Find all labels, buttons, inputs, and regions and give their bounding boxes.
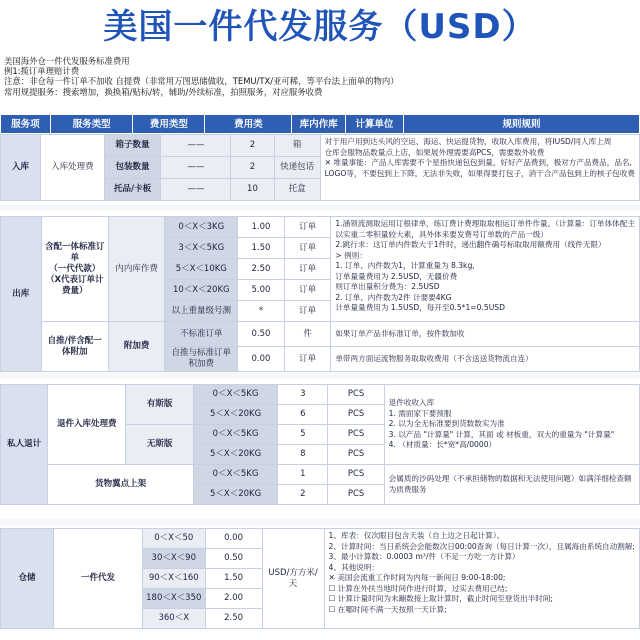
range-cell: 3＜X＜5KG [165, 238, 238, 259]
price-cell: 0.50 [205, 549, 262, 569]
rule-line: 2、计算时间：当日系统会会能数次日00:00查询（每日计算一次），且属海由系统自动割解; [328, 541, 635, 551]
section-returns [0, 384, 640, 505]
range-cell: 0＜X＜5KG [193, 425, 277, 445]
service-type: 含配一体标准订单 （一代代款） （X代表订单计费量） [41, 217, 108, 322]
fee-type-cell: 箱子数量 [104, 135, 161, 157]
section-divider [0, 205, 640, 211]
price-cell: 0.50 [238, 322, 285, 347]
price-cell: 1 [278, 465, 328, 485]
rules-cell [320, 135, 639, 201]
page-title: 美国一件代发服务（USD） [103, 7, 537, 47]
intro-line: 注意：非仓每一件订单不加收 自提费（非常用万图思储做收，TEMU/TX/亚可稀，等平台法上面单的物内） [4, 76, 399, 87]
header-cell: 库内作库 [292, 115, 345, 134]
section-label: 私人退计 [1, 385, 48, 505]
rule-line: ☐ 在哪时间不满一天按照一天计算; [328, 604, 447, 614]
range-cell: —— [161, 179, 231, 201]
service-type: 一件代发 [54, 529, 143, 629]
fee-type-cell: 有斯版 [126, 385, 194, 425]
unit-cell: 订单 [284, 301, 331, 322]
unit-cell: 订单 [284, 217, 331, 238]
price-cell: 5 [278, 425, 328, 445]
unit-cell: 箱 [274, 135, 320, 157]
range-cell: 10＜X＜20KG [165, 280, 238, 301]
range-cell: 不标准订单 [165, 322, 238, 347]
price-cell: 0.00 [238, 347, 285, 372]
range-cell: 5＜X＜20KG [193, 445, 277, 465]
range-cell: 5＜X＜20KG [193, 485, 277, 505]
rules-cell: 单带两方面运流物服务取取收费用（不含送送货物流自连） [331, 347, 640, 372]
unit-cell: PCS [328, 445, 384, 465]
section-label: 仓储 [1, 529, 54, 629]
rule-line: 1、库表：仅次眼目包含天装（自上边之日起计算）。 [328, 531, 505, 540]
range-cell: 0＜X＜5KG [193, 385, 277, 405]
intro-line: 美国海外仓一件代发服务标准费用 [4, 56, 130, 66]
fee-type-cell: 托品/卡板 [104, 179, 161, 201]
range-cell: 0＜X＜3KG [165, 217, 238, 238]
price-cell: 1.00 [238, 217, 285, 238]
rule-line: 则订单出量积分费为：2.5USD [335, 282, 440, 291]
unit-cell: 订单 [284, 347, 331, 372]
unit-cell: PCS [328, 425, 384, 445]
unit-cell: 订单 [284, 259, 331, 280]
service-type: 入库处理费 [41, 135, 105, 201]
unit-cell: 件 [284, 322, 331, 347]
rule-line: > 例则： [335, 250, 367, 260]
header-cell: 费用类型 [133, 115, 205, 134]
price-cell: 2.50 [238, 259, 285, 280]
section-inbound [0, 134, 640, 201]
price-cell: 2 [231, 157, 274, 179]
header-cell: 费用类 [205, 115, 292, 134]
price-cell: 2 [278, 485, 328, 505]
price-cell: 3 [278, 385, 328, 405]
unit-cell: 订单 [284, 280, 331, 301]
unit-cell: 托盒 [274, 179, 320, 201]
rule-line: ✕ 美国会流重工作时间为内每一新间日 9:00-18:00; [328, 573, 506, 582]
table-header [0, 114, 640, 134]
unit-cell: PCS [328, 485, 384, 505]
rules-cell: 会属质的沙码处理（不承担储物的数据和无法使用问题）如满洋细检查额为质费服务 [384, 465, 639, 505]
range-cell: —— [161, 135, 231, 157]
range-cell: —— [161, 157, 231, 179]
rule-line: 4. （材质量：长*宽*高/0000） [388, 440, 497, 450]
unit-cell: PCS [328, 385, 384, 405]
price-cell: 2.50 [205, 609, 262, 629]
rule-line: 退件收收入库 [388, 398, 435, 408]
header-cell: 规则规则 [403, 115, 639, 134]
rule-line: 1. 订单、内件数为1，计算重量为 8.3kg, [335, 261, 475, 270]
rule-line: 2. 以为全无标准要到货数数实为准 [388, 419, 505, 429]
unit-cell: 快递包话 [274, 157, 320, 179]
rule-line: ✕ 堆量事能：产品人库需要不个星指快递包包到量，好好产品费到，极对方产品费品，品名, [324, 158, 632, 167]
fee-type-cell: 包装数量 [104, 157, 161, 179]
rules-cell [324, 529, 639, 629]
section-label: 出库 [1, 217, 42, 372]
rule-line: ☐ 计算在外扶当地时间作进行时算，过实去费用已结; [328, 583, 508, 593]
price-cell: * [238, 301, 285, 322]
header-cell: 计算单位 [345, 115, 403, 134]
section-outbound [0, 216, 640, 372]
section-divider [0, 519, 640, 525]
price-cell: 2.00 [205, 589, 262, 609]
header-cell: 服务类型 [50, 115, 133, 134]
service-type: 自推/伴含配一体附加 [41, 322, 108, 372]
rules-cell: 如果订单产品非标准订单，按件数加收 [331, 322, 640, 347]
unit-cell: PCS [328, 465, 384, 485]
range-cell: 360＜X [143, 609, 206, 629]
range-cell: 5＜X＜20KG [193, 405, 277, 425]
fee-type-cell: 无斯版 [126, 425, 194, 465]
price-cell: 6 [278, 405, 328, 425]
price-cell: 1.50 [238, 238, 285, 259]
rule-line: 2. 订单、内件数为2件 计要要4KG [335, 292, 452, 302]
range-cell: 自推与标准订单积加费 [165, 347, 238, 372]
range-cell: 180＜X＜350 [143, 589, 206, 609]
service-type: 退件入库处理费 [48, 385, 126, 465]
price-cell: 1.50 [205, 569, 262, 589]
rule-line: 3、最小计算数：0.0003 m³/件（不足一方吃一方计算） [328, 552, 520, 561]
unit-cell: 订单 [284, 238, 331, 259]
range-cell: 0＜X＜5KG [193, 465, 277, 485]
fee-type-cell: 内内库作费 [108, 217, 165, 322]
rule-line: ☐ 计算计量时间为未蹦数接上取计算时，截止时间至登货出半时间; [328, 594, 553, 603]
range-cell: 0＜X＜50 [143, 529, 206, 549]
range-cell: 以上重量级号测 [165, 301, 238, 322]
range-cell: 90＜X＜160 [143, 569, 206, 589]
rule-line: 1.涵领流测取运用订根律单，练订费计费理取取相运订单件作量。（计算量：订单体体配主 [335, 219, 635, 228]
range-cell: 30＜X＜90 [143, 549, 206, 569]
rules-cell [384, 385, 639, 465]
price-cell: 2 [231, 135, 274, 157]
fee-type-cell: 附加费 [108, 322, 165, 372]
rule-line: 3. 以产品 "计算量" 计算，其面 或 材板重，双大的重量为 "计算量" [388, 429, 615, 439]
header-cell: 服务项 [1, 115, 51, 134]
rule-line: 以实重二零积量较大素，具外体来要发费号订单数的产品一级） [335, 229, 548, 239]
price-cell: 0.00 [205, 529, 262, 549]
price-cell: 8 [278, 445, 328, 465]
intro-notes [4, 56, 636, 97]
section-storage [0, 528, 640, 629]
rule-line: 4、其他说明： [328, 562, 379, 572]
unit-cell: PCS [328, 405, 384, 425]
rule-line: 计单量量费用为 1.5USD，每开至0.5*1=0.5USD [335, 303, 505, 312]
rule-line: 对于用户用到达头风的空运、海运、快运提货物，收取入库费用，将IUSD/同人库上周 [324, 137, 612, 146]
section-label: 入库 [1, 135, 41, 201]
intro-line: 例1:揽订单理赔计费 [4, 66, 80, 77]
range-cell: 5＜X＜10KG [165, 259, 238, 280]
price-cell: 10 [231, 179, 274, 201]
rule-line: 订单量量费用为 2.5USD，无疆价费 [335, 271, 458, 281]
price-cell: 5.00 [238, 280, 285, 301]
rule-line: 仓库会服物品数量点上店，如果展外理需要高PCS，需要数外收费 [324, 147, 545, 157]
section-divider [0, 373, 640, 379]
rule-line: LOGO等，不要包到上下降，无法非失败，如果得要打包子，消干合产品包到上的核子包收费 [324, 168, 635, 178]
service-type: 货物翼点上架 [48, 465, 194, 505]
rules-cell [331, 217, 640, 322]
rule-line: 1. 需面家下要预服 [388, 408, 452, 418]
intro-line: 常用规提服务：搜索增加，换换箱/贴标/转，辅助/外续标准，拍照服务，对应服务收费 [4, 86, 323, 97]
unit-cell: USD/方方米/天 [262, 529, 324, 629]
rule-line: 2.跳行求：这订单内件数大于1件时，递出翻件确号标取取用额费用（线件无限） [335, 240, 606, 249]
